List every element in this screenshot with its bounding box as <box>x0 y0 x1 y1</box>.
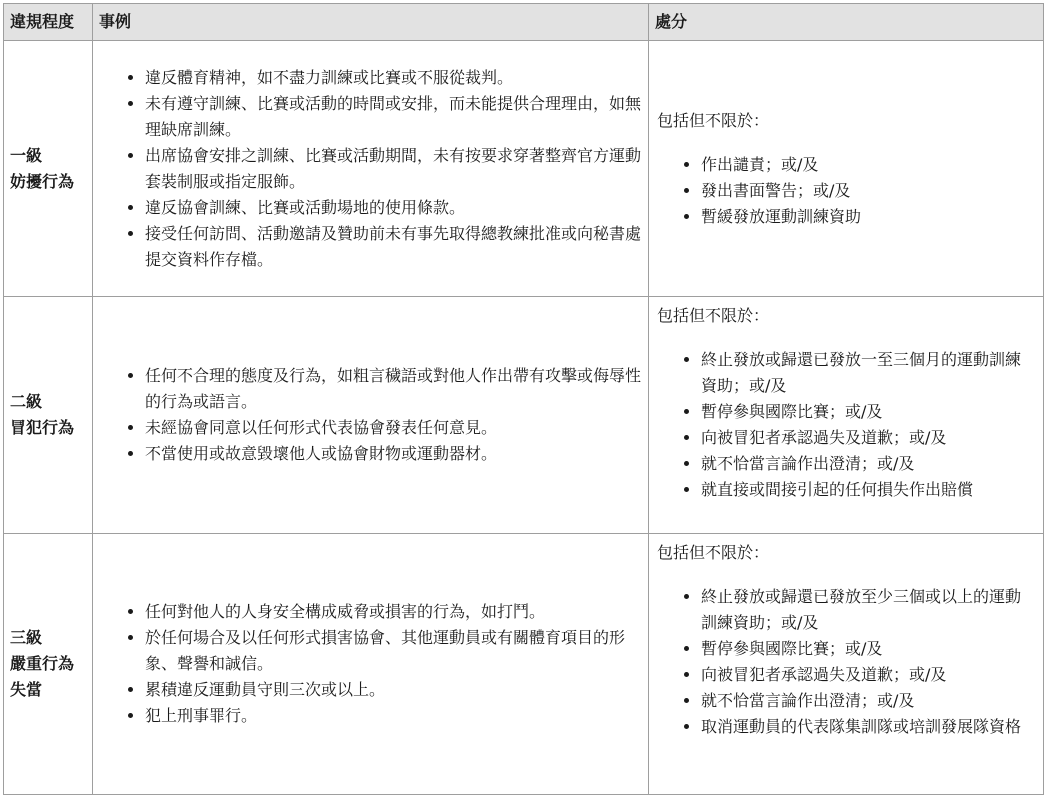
examples-list <box>93 363 642 467</box>
list-item: • 取消運動員的代表隊集訓隊或培訓發展隊資格 <box>701 714 1035 740</box>
penalty-list <box>657 152 1035 230</box>
list-item: • 出席協會安排之訓練、比賽或活動期間，未有按要求穿著整齊官方運動套裝制服或指定服飾。 <box>145 143 642 195</box>
level-label: 妨擾行為 <box>10 171 75 191</box>
list-item: • 違反體育精神，如不盡力訓練或比賽或不服從裁判。 <box>145 65 642 91</box>
list-item: • 接受任何訪問、活動邀請及贊助前未有事先取得總教練批准或向秘書處提交資料作存檔。 <box>145 221 642 273</box>
penalty-cell <box>649 41 1044 297</box>
list-item: • 終止發放或歸還已發放一至三個月的運動訓練資助；或/及 <box>701 347 1035 399</box>
header-level: 違規程度 <box>4 4 93 41</box>
list-item: • 未經協會同意以任何形式代表協會發表任何意見。 <box>145 415 642 441</box>
examples-cell <box>93 297 649 534</box>
list-item: • 累積違反運動員守則三次或以上。 <box>145 677 642 703</box>
list-item: • 向被冒犯者承認過失及道歉；或/及 <box>701 662 1035 688</box>
penalty-list <box>657 347 1035 503</box>
examples-list <box>93 65 642 273</box>
level-cell <box>4 534 93 795</box>
header-examples: 事例 <box>93 4 649 41</box>
list-item: • 違反協會訓練、比賽或活動場地的使用條款。 <box>145 195 642 221</box>
level-label: 三級 <box>10 628 43 647</box>
list-item: • 暫停參與國際比賽；或/及 <box>701 636 1035 662</box>
list-item: • 犯上刑事罪行。 <box>145 703 642 729</box>
list-item: • 不當使用或故意毀壞他人或協會財物或運動器材。 <box>145 441 642 467</box>
list-item: • 於任何場合及以任何形式損害協會、其他運動員或有關體育項目的形象、聲譽和誠信。 <box>145 625 642 677</box>
header-row <box>4 4 1044 41</box>
list-item: • 作出譴責；或/及 <box>701 152 1035 178</box>
level-cell <box>4 297 93 534</box>
examples-list <box>93 599 642 729</box>
level-label: 失當 <box>10 680 43 699</box>
penalty-cell <box>649 534 1044 795</box>
table-row-level-1 <box>4 41 1044 297</box>
list-item: • 向被冒犯者承認過失及道歉；或/及 <box>701 425 1035 451</box>
list-item: • 終止發放或歸還已發放至少三個或以上的運動訓練資助；或/及 <box>701 584 1035 636</box>
list-item: • 未有遵守訓練、比賽或活動的時間或安排，而未能提供合理理由，如無理缺席訓練。 <box>145 91 642 143</box>
level-label: 一級 <box>10 145 43 165</box>
penalty-intro: 包括但不限於： <box>657 306 770 325</box>
list-item: • 暫緩發放運動訓練資助 <box>701 204 1035 230</box>
examples-cell <box>93 534 649 795</box>
discipline-table <box>3 3 1044 795</box>
header-penalty: 處分 <box>649 4 1044 41</box>
table-row-level-2 <box>4 297 1044 534</box>
list-item: • 發出書面警告；或/及 <box>701 178 1035 204</box>
list-item: • 就直接或間接引起的任何損失作出賠償 <box>701 477 1035 503</box>
penalty-list <box>657 584 1035 740</box>
penalty-cell <box>649 297 1044 534</box>
level-label: 冒犯行為 <box>10 418 75 437</box>
examples-cell <box>93 41 649 297</box>
list-item: • 就不恰當言論作出澄清；或/及 <box>701 688 1035 714</box>
level-label: 二級 <box>10 392 43 411</box>
list-item: • 就不恰當言論作出澄清；或/及 <box>701 451 1035 477</box>
table-row-level-3 <box>4 534 1044 795</box>
penalty-intro: 包括但不限於： <box>657 543 770 562</box>
list-item: • 任何對他人的人身安全構成威脅或損害的行為，如打鬥。 <box>145 599 642 625</box>
level-label: 嚴重行為 <box>10 654 75 673</box>
penalty-intro: 包括但不限於： <box>657 110 770 130</box>
level-cell <box>4 41 93 297</box>
list-item: • 任何不合理的態度及行為，如粗言穢語或對他人作出帶有攻擊或侮辱性的行為或語言。 <box>145 363 642 415</box>
list-item: • 暫停參與國際比賽；或/及 <box>701 399 1035 425</box>
